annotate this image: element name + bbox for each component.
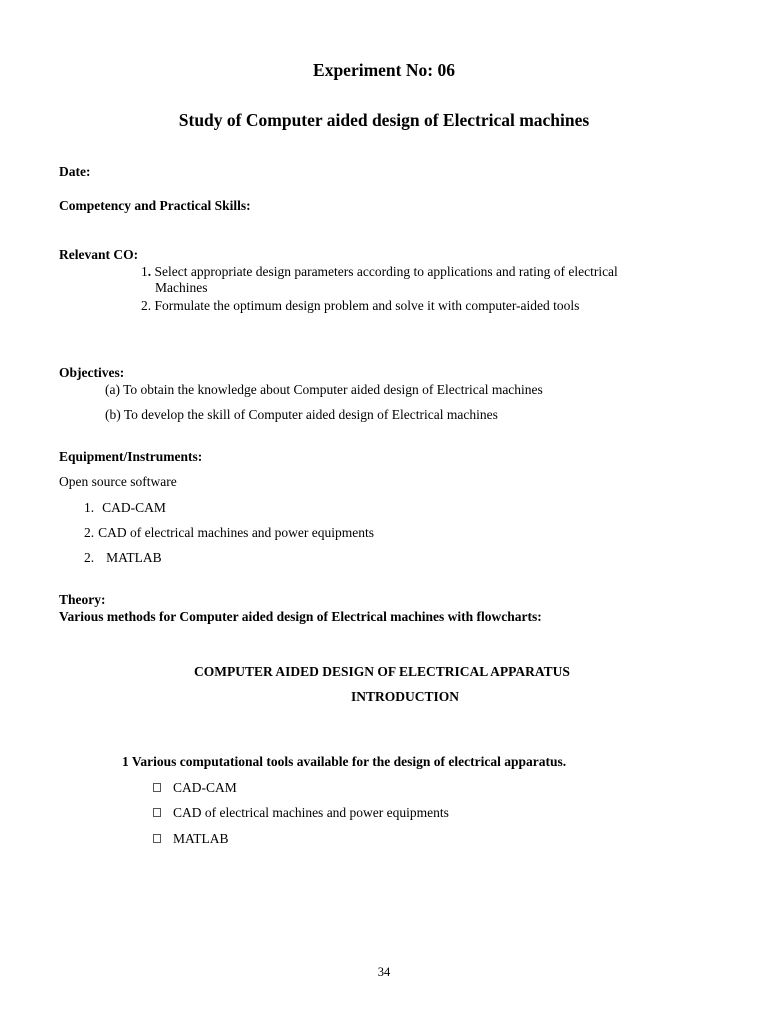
equipment-label: Equipment/Instruments: — [59, 449, 203, 464]
tool-name: CAD-CAM — [173, 780, 237, 795]
page-number: 34 — [377, 965, 391, 979]
checkbox-bullet-icon — [153, 783, 161, 792]
co-item-1 — [141, 265, 618, 279]
co-item-1-continuation: Machines — [155, 280, 208, 295]
competency-label: Competency and Practical Skills: — [59, 198, 251, 213]
theory-methods: Various methods for Computer aided design of Electrical machines with flowcharts: — [59, 609, 542, 624]
section-subheading: INTRODUCTION — [351, 689, 460, 704]
date-label: Date: — [59, 164, 91, 179]
equipment-item-number: 1. — [84, 500, 95, 515]
equipment-item-text: MATLAB — [106, 550, 162, 565]
tool-bullet-item — [153, 806, 449, 820]
equipment-item-number: 2. — [84, 525, 95, 540]
relevant-co-label: Relevant CO: — [59, 247, 139, 262]
tool-name: CAD of electrical machines and power equipments — [173, 805, 449, 820]
theory-label: Theory: — [59, 592, 106, 607]
objective-b: (b) To develop the skill of Computer aided design of Electrical machines — [105, 407, 498, 422]
co-item-2: 2. Formulate the optimum design problem and solve it with computer-aided tools — [141, 298, 580, 313]
section-heading: COMPUTER AIDED DESIGN OF ELECTRICAL APPARATUS — [194, 664, 570, 679]
checkbox-bullet-icon — [153, 808, 161, 817]
tool-bullet-item — [153, 832, 229, 846]
equipment-item-text: CAD of electrical machines and power equipments — [98, 525, 375, 540]
co-item-1-text: Select appropriate design parameters according to applications and rating of electrical — [151, 264, 618, 279]
co-item-1-number: 1 — [141, 264, 148, 279]
tools-item-title: 1 Various computational tools available for the design of electrical apparatus. — [122, 754, 567, 769]
equipment-intro: Open source software — [59, 474, 177, 489]
equipment-item-text: CAD-CAM — [102, 500, 166, 515]
experiment-number: Experiment No: 06 — [313, 60, 455, 80]
equipment-item — [84, 526, 374, 540]
tool-name: MATLAB — [173, 831, 229, 846]
tool-bullet-item — [153, 781, 237, 795]
objective-a: (a) To obtain the knowledge about Computer aided design of Electrical machines — [105, 382, 543, 397]
equipment-item — [84, 551, 162, 565]
equipment-item — [84, 501, 166, 515]
co-item-1-dot: . — [147, 264, 152, 279]
checkbox-bullet-icon — [153, 834, 161, 843]
equipment-item-number: 2. — [84, 550, 95, 565]
objectives-label: Objectives: — [59, 365, 125, 380]
document-title: Study of Computer aided design of Electrical machines — [178, 110, 590, 130]
